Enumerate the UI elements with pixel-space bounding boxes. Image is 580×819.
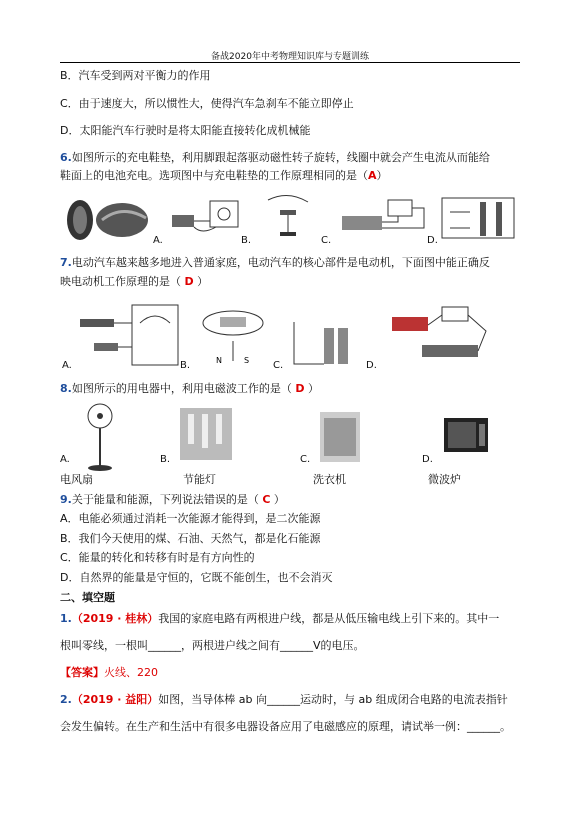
q7-label-c: C. bbox=[273, 360, 284, 371]
q6-line-2 bbox=[60, 169, 388, 183]
f2-line-1 bbox=[60, 693, 508, 707]
q7-answer: D bbox=[184, 275, 194, 288]
q7-option-c-figure bbox=[290, 318, 350, 368]
f2-line-2: 会发生偏转。在生产和生活中有很多电器设备应用了电磁感应的原理，请试举一例：______。 bbox=[60, 720, 511, 733]
q6-text-1: 如图所示的充电鞋垫，利用脚跟起落驱动磁性转子旋转，线圈中就会产生电流从而能给 bbox=[71, 151, 490, 164]
q8-label-c: C. bbox=[300, 454, 311, 465]
q8-answer: D bbox=[295, 382, 305, 395]
washer-figure bbox=[320, 412, 360, 462]
q6-label-c: C. bbox=[321, 235, 332, 246]
f1-answer-line bbox=[60, 666, 158, 680]
q8-caption-d: 微波炉 bbox=[428, 473, 461, 486]
q7-text-2b: ） bbox=[193, 275, 209, 288]
f1-line-2: 根叫零线，一根叫______，两根进户线之间有______V的电压。 bbox=[60, 639, 365, 652]
f2-text-1: 如图，当导体棒 ab 向______运动时，与 ab 组成闭合电路的电流表指针 bbox=[158, 693, 508, 706]
q8-caption-c: 洗衣机 bbox=[313, 473, 346, 486]
q7-option-d-figure bbox=[382, 301, 492, 365]
q8-text-1b: ） bbox=[304, 382, 319, 395]
f1-line-1 bbox=[60, 612, 499, 626]
q7-label-b: B. bbox=[180, 360, 191, 371]
q6-line-1 bbox=[60, 151, 490, 165]
q6-text-2b: ） bbox=[376, 169, 388, 182]
q5-option-c: C．由于速度大，所以惯性大，使得汽车急刹车不能立即停止 bbox=[60, 97, 354, 110]
q7-option-b-figure bbox=[200, 305, 266, 367]
q6-number: 6. bbox=[60, 151, 72, 164]
q9-text-1b: ） bbox=[270, 493, 285, 506]
q9-option-a: A．电能必须通过消耗一次能源才能得到，是二次能源 bbox=[60, 512, 321, 525]
f1-answer-tag: 【答案】 bbox=[60, 666, 104, 679]
q8-label-a: A. bbox=[60, 454, 70, 465]
q7-line-1 bbox=[60, 256, 490, 270]
microwave-figure bbox=[444, 418, 488, 452]
q6-label-b: B. bbox=[241, 235, 252, 246]
q8-caption-a: 电风扇 bbox=[60, 473, 93, 486]
q5-option-d: D．太阳能汽车行驶时是将太阳能直接转化成机械能 bbox=[60, 124, 311, 137]
q5-option-b: B．汽车受到两对平衡力的作用 bbox=[60, 69, 211, 82]
q7-option-a-figure bbox=[74, 303, 184, 369]
q7-label-d: D. bbox=[366, 360, 377, 371]
header-rule bbox=[60, 62, 520, 63]
q6-text-2a: 鞋面上的电池充电。选项图中与充电鞋垫的工作原理相同的是（ bbox=[60, 169, 368, 182]
svg-text:S: S bbox=[244, 356, 250, 365]
q6-option-a-figure bbox=[168, 197, 248, 237]
energy-lamp-figure bbox=[180, 408, 232, 460]
q9-option-b: B．我们今天使用的煤、石油、天然气，都是化石能源 bbox=[60, 532, 321, 545]
page-header: 备战2020年中考物理知识库与专题训练 bbox=[211, 52, 369, 62]
q8-caption-b: 节能灯 bbox=[183, 473, 216, 486]
q7-line-2 bbox=[60, 275, 208, 289]
q9-line-1 bbox=[60, 493, 285, 507]
q8-number: 8. bbox=[60, 382, 72, 395]
f2-number: 2. bbox=[60, 693, 72, 706]
svg-text:N: N bbox=[216, 356, 222, 365]
q7-label-a: A. bbox=[62, 360, 72, 371]
q6-option-d-figure bbox=[440, 192, 516, 240]
q9-option-d: D．自然界的能量是守恒的，它既不能创生，也不会消灭 bbox=[60, 571, 333, 584]
q9-option-c: C．能量的转化和转移有时是有方向性的 bbox=[60, 551, 255, 564]
q6-label-a: A. bbox=[153, 235, 163, 246]
q8-label-d: D. bbox=[422, 454, 433, 465]
q9-answer: C bbox=[262, 493, 271, 506]
q6-label-d: D. bbox=[427, 235, 438, 246]
f1-text-1: 我国的家庭电路有两根进户线，都是从低压输电线上引下来的。其中一 bbox=[158, 612, 500, 625]
insole-figure bbox=[60, 196, 150, 242]
section-fill-in-title: 二、填空题 bbox=[60, 591, 115, 604]
q9-text-1a: 关于能量和能源，下列说法错误的是（ bbox=[71, 493, 263, 506]
q7-number: 7. bbox=[60, 256, 72, 269]
f1-answer: 火线、220 bbox=[104, 666, 158, 679]
q6-answer: A bbox=[368, 169, 377, 182]
q7-text-1: 电动汽车越来越多地进入普通家庭，电动汽车的核心部件是电动机，下面图中能正确反 bbox=[71, 256, 490, 269]
f2-source: （2019 · 益阳） bbox=[71, 693, 159, 706]
q8-label-b: B. bbox=[160, 454, 171, 465]
q9-number: 9. bbox=[60, 493, 72, 506]
q6-option-b-figure bbox=[258, 190, 318, 238]
q6-option-c-figure bbox=[338, 194, 428, 236]
q7-text-2a: 映电动机工作原理的是（ bbox=[60, 275, 185, 288]
q8-text-1a: 如图所示的用电器中，利用电磁波工作的是（ bbox=[71, 382, 296, 395]
f1-number: 1. bbox=[60, 612, 72, 625]
f1-source: （2019 · 桂林） bbox=[71, 612, 159, 625]
q8-line-1 bbox=[60, 382, 319, 396]
electric-fan-figure bbox=[80, 402, 120, 474]
